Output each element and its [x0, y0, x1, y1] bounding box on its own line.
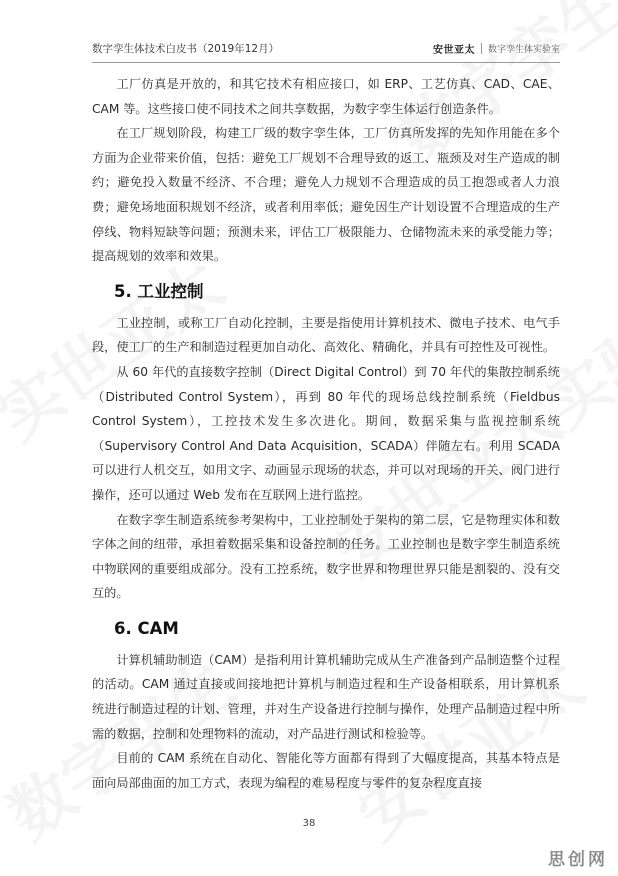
paragraph: 在数字孪生制造系统参考架构中，工业控制处于架构的第二层，它是物理实体和数字体之间的纽带，承担着数据采集和设备控制的任务。工业控制也是数字孪生制造系统中物联网的重要组成部分。没有工控系统，数字世界和物理世界只能是割裂的、没有交互的。: [92, 512, 560, 601]
brand-divider: [481, 43, 482, 54]
section-heading: 5. 工业控制: [114, 281, 204, 301]
brand-name: 数字孪生体实验室: [487, 45, 560, 55]
section-heading: 6. CAM: [114, 618, 179, 638]
site-logo: 思创网: [548, 850, 608, 870]
paragraph: 工厂仿真是开放的，和其它技术有相应接口，如 ERP、工艺仿真、CAD、CAE、CAM 等。这些接口使不同技术之间共享数据，为数字孪生体运行创造条件。: [92, 77, 560, 116]
page-number: 38: [302, 818, 316, 829]
paragraph: 在工厂规划阶段，构建工厂级的数字孪生体，工厂仿真所发挥的先知作用能在多个方面为企业带来价值，包括：避免工厂规划不合理导致的返工、瓶颈及对生产造成的制约；避免投入数量不经济、不合理；避免人力规划不合理造成的员工抱怨或者人力浪费；避免场地面积规划不经济，或者利用率低；避免因生产计划设置不合理造成的生产停线、物料短缺等问题；预测未来，评估工厂极限能力、仓储物流未来的承受能力等；提高规划的效率和效果。: [92, 126, 560, 264]
document-title: 数字孪生体技术白皮书（2019年12月）: [92, 43, 280, 55]
page-content: [92, 72, 560, 795]
brand-logo: 安世亚太: [432, 45, 475, 56]
brand: [433, 41, 560, 56]
paragraph: 计算机辅助制造（CAM）是指利用计算机辅助完成从生产准备到产品制造整个过程的活动。CAM 通过直接或间接地把计算机与制造过程和生产设备相联系，用计算机系统进行制造过程的计划、管理，并对生产设备进行控制与操作，处理产品制造过程中所需的数据，控制和处理物料的流动，对产品进行测试和检验等。: [92, 652, 560, 741]
paragraph: 工业控制，或称工厂自动化控制，主要是指使用计算机技术、微电子技术、电气手段，使工厂的生产和制造过程更加自动化、高效化、精确化，并具有可控性及可视性。: [92, 315, 560, 355]
paragraph: 目前的 CAM 系统在自动化、智能化等方面都有得到了大幅度提高，其基本特点是面向局部曲面的加工方式，表现为编程的难易程度与零件的复杂程度直接: [92, 751, 560, 790]
page-header: [92, 38, 560, 63]
paragraph: 从 60 年代的直接数字控制（Direct Digital Control）到 70 年代的集散控制系统（Distributed Control System），再到 80 年代的现场总线控制系统（Fieldbus Control System），工控技术发生多次进化。期间，数据采集与监视控制系统（Supervisory Control And Data Acquisition，SCADA）伴随左右。利用 SCADA 可以进行人机交互，如用文字、动画显示现场的状态，并可以对现场的开关、阀门进行操作，还可以通过 Web 发布在互联网上进行监控。: [92, 364, 560, 502]
